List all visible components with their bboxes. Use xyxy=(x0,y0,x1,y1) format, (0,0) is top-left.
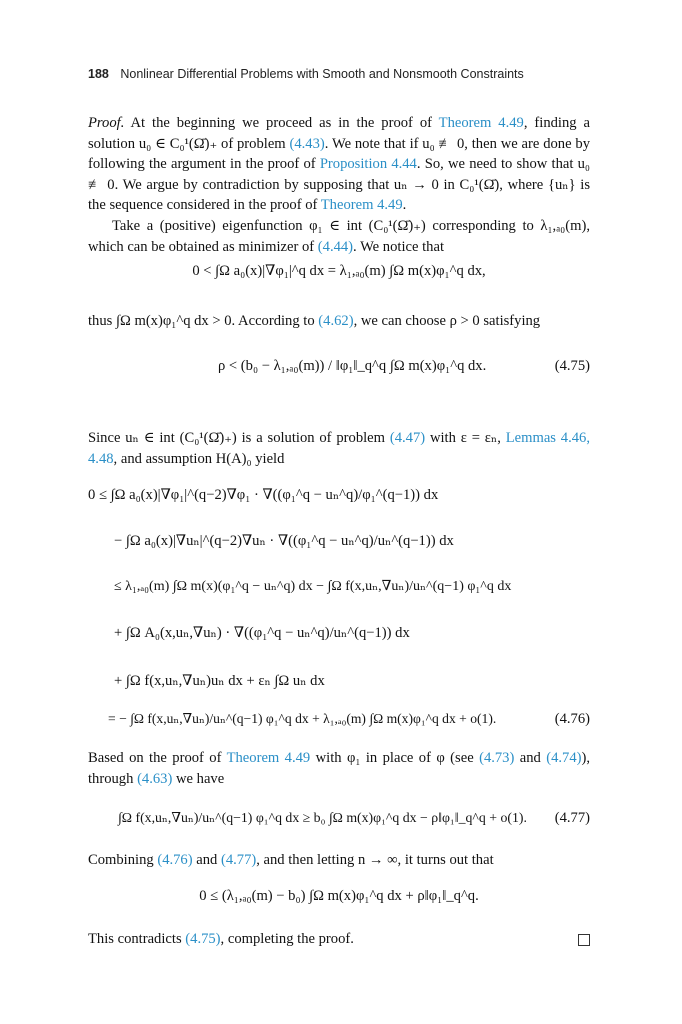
text: Since uₙ ∈ int (C₀¹(Ω̄)₊) is a solution of problem xyxy=(88,430,390,446)
paragraph-6 xyxy=(88,850,590,871)
equation-4-76-line-5: + ∫Ω f(x,uₙ,∇uₙ)uₙ dx + εₙ ∫Ω uₙ dx xyxy=(114,673,325,689)
text: with ε = εₙ, xyxy=(425,430,506,446)
ref-eq-4-44[interactable]: (4.44) xyxy=(317,238,354,255)
ref-lemmas-4-46-4-48[interactable]: Lemmas 4.46, 4.48 xyxy=(88,430,590,467)
display-equation-2: 0 ≤ (λ₁,ₐ₀(m) − b₀) ∫Ω m(x)φ₁^q dx + ρ‖φ₁‖_q^q. xyxy=(199,888,479,904)
equation-body: = − ∫Ω f(x,uₙ,∇uₙ)/uₙ^(q−1) φ₁^q dx + λ₁,ₐ₀(m) ∫Ω m(x)φ₁^q dx + o(1). xyxy=(108,711,497,726)
ref-proposition-4-44[interactable]: Proposition 4.44 xyxy=(319,156,417,173)
text: Take a (positive) eigenfunction φ₁ ∈ int (C₀¹(Ω̄)₊) corresponding to λ₁,ₐ₀(m), which can be obtained as minimizer of xyxy=(88,217,590,255)
proof-opening xyxy=(88,113,590,257)
text: with φ₁ in place of φ (see xyxy=(310,750,480,766)
paragraph-1 xyxy=(88,113,590,216)
ref-theorem-4-49[interactable]: Theorem 4.49 xyxy=(226,750,311,766)
ref-eq-4-47[interactable]: (4.47) xyxy=(389,430,426,446)
display-equation-1: 0 < ∫Ω a₀(x)|∇φ₁|^q dx = λ₁,ₐ₀(m) ∫Ω m(x)φ₁^q dx, xyxy=(192,263,486,279)
text: At the beginning we proceed as in the proof of xyxy=(124,115,439,131)
ref-theorem-4-49[interactable]: Theorem 4.49 xyxy=(438,115,524,131)
text: . xyxy=(402,197,407,214)
text: , and assumption H(A)₀ yield xyxy=(113,450,285,467)
text: , completing the proof. xyxy=(220,931,354,947)
text: ), through xyxy=(88,750,590,787)
text: , we can choose ρ > 0 satisfying xyxy=(353,313,541,329)
ref-eq-4-77[interactable]: (4.77) xyxy=(220,852,257,868)
text: we have xyxy=(172,770,225,787)
running-header xyxy=(88,67,524,81)
page xyxy=(88,0,596,1024)
text: and xyxy=(514,750,547,766)
equation-body: ρ < (b₀ − λ₁,ₐ₀(m)) / ‖φ₁‖_q^q ∫Ω m(x)φ₁^q dx. xyxy=(218,358,487,374)
equation-number: (4.76) xyxy=(554,711,590,727)
equation-4-76-line-1: 0 ≤ ∫Ω a₀(x)|∇φ₁|^(q−2)∇φ₁ · ∇((φ₁^q − uₙ^q)/φ₁^(q−1)) dx xyxy=(88,487,439,503)
proof-label: Proof. xyxy=(88,115,125,131)
ref-theorem-4-49[interactable]: Theorem 4.49 xyxy=(320,197,403,214)
equation-number: (4.75) xyxy=(554,358,590,374)
equation-4-76-line-2: − ∫Ω a₀(x)|∇uₙ|^(q−2)∇uₙ · ∇((φ₁^q − uₙ^q)/uₙ^(q−1)) dx xyxy=(114,533,454,549)
equation-4-76-line-3: ≤ λ₁,ₐ₀(m) ∫Ω m(x)(φ₁^q − uₙ^q) dx − ∫Ω f(x,uₙ,∇uₙ)/uₙ^(q−1) φ₁^q dx xyxy=(114,579,512,594)
equation-body: ∫Ω f(x,uₙ,∇uₙ)/uₙ^(q−1) φ₁^q dx ≥ b₀ ∫Ω m(x)φ₁^q dx − ρ‖φ₁‖_q^q + o(1). xyxy=(118,810,527,825)
paragraph-3 xyxy=(88,311,590,332)
ref-eq-4-76[interactable]: (4.76) xyxy=(157,852,193,868)
paragraph-7 xyxy=(88,929,590,950)
ref-eq-4-63[interactable]: (4.63) xyxy=(137,770,173,787)
paragraph-4 xyxy=(88,428,590,469)
paragraph-2 xyxy=(88,216,590,257)
equation-number: (4.77) xyxy=(554,810,590,826)
qed-box-icon xyxy=(578,934,590,946)
text: , and then letting n → ∞, it turns out that xyxy=(256,852,494,868)
ref-eq-4-43[interactable]: (4.43) xyxy=(289,135,325,152)
text: This contradicts xyxy=(88,931,186,947)
text: and xyxy=(192,852,221,868)
page-number: 188 xyxy=(88,67,109,81)
ref-eq-4-62[interactable]: (4.62) xyxy=(318,313,354,329)
text: . So, we need to show that u₀ ≢ 0. We argue by contradiction by supposing that uₙ → 0 in C₀¹(Ω̄), where {uₙ} is the sequence considered in the proof of xyxy=(88,156,590,214)
equation-4-76-line-4: + ∫Ω A₀(x,uₙ,∇uₙ) · ∇((φ₁^q − uₙ^q)/uₙ^(q−1)) dx xyxy=(114,625,410,641)
paragraph-5 xyxy=(88,748,590,789)
text: . We notice that xyxy=(353,238,445,255)
ref-eq-4-75[interactable]: (4.75) xyxy=(185,931,221,947)
running-title: Nonlinear Differential Problems with Smooth and Nonsmooth Constraints xyxy=(120,67,524,81)
text: Based on the proof of xyxy=(88,750,227,766)
ref-eq-4-73[interactable]: (4.73) xyxy=(479,750,515,766)
text: , finding a solution u₀ ∈ C₀¹(Ω̄)₊ of problem xyxy=(88,115,590,152)
text: . We note that if u₀ ≢ 0, then we are done by following the argument in the proof of xyxy=(88,135,590,173)
text: thus ∫Ω m(x)φ₁^q dx > 0. According to xyxy=(88,313,319,329)
text: Combining xyxy=(88,852,158,868)
ref-eq-4-74[interactable]: (4.74) xyxy=(546,750,582,766)
